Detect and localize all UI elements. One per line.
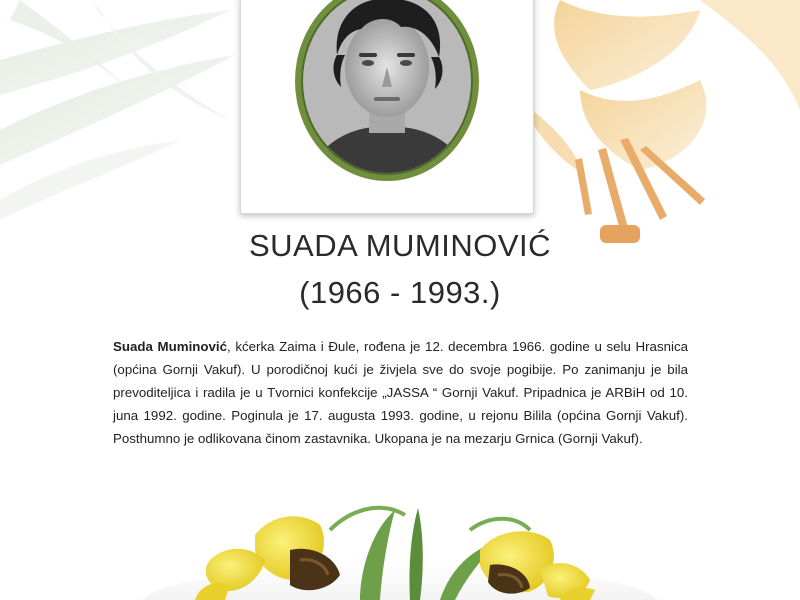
flowers-bottom: [0, 490, 800, 600]
leaves-left: [0, 0, 235, 220]
biography-name: Suada Muminović: [113, 339, 227, 354]
lily-right: [520, 0, 800, 243]
biography: [113, 335, 688, 450]
photo-frame: [240, 0, 534, 214]
biography-text: , kćerka Zaima i Đule, rođena je 12. decembra 1966. godine u selu Hrasnica (općina Gornji Vakuf). U porodičnoj kući je živjela sve do svoje pogibije. Po zanimanju je bila prevoditeljica i radila je u Tvornici konfekcije „JASSA “ Gornji Vakuf. Pripadnica je ARBiH od 10. juna 1992. godine. Poginula je 17. augusta 1993. godine, u rejonu Bilila (općina Gornji Vakuf). Posthumno je odlikovana činom zastavnika. Ukopana je na mezarju Grnica (Gornji Vakuf).: [113, 339, 688, 446]
portrait-photo: [241, 0, 533, 213]
person-name: SUADA MUMINOVIĆ: [248, 228, 552, 263]
life-years: (1966 - 1993.): [299, 275, 501, 310]
